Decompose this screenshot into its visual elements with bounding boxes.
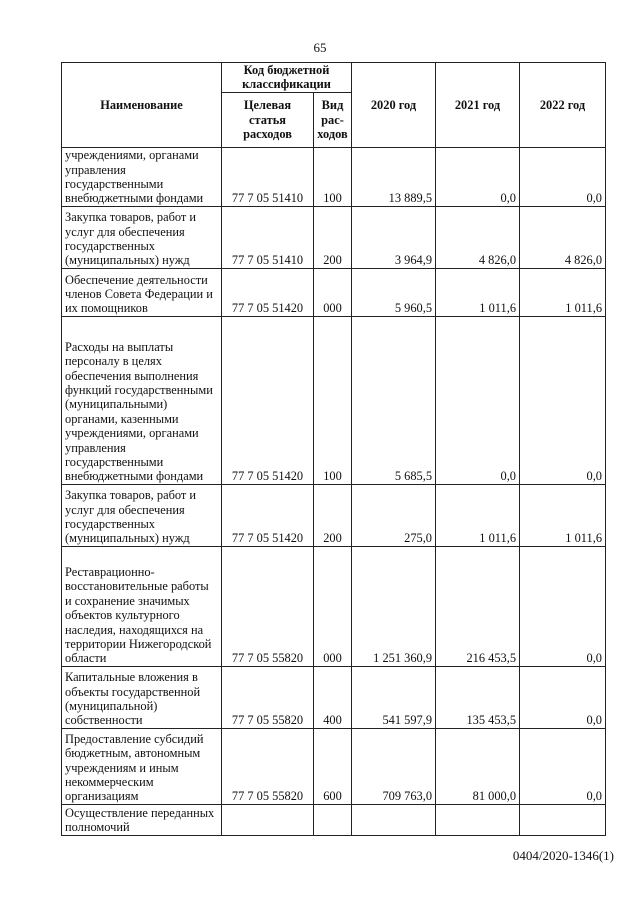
row-2021: 0,0 (436, 147, 520, 206)
table-row (62, 546, 606, 666)
row-type (314, 804, 352, 835)
row-type: 000 (314, 546, 352, 666)
row-name: Закупка товаров, работ и услуг для обеспечения государственных (муниципальных) нужд (62, 484, 222, 546)
header-target-article: Целевая статья расходов (222, 92, 314, 147)
row-2020: 1 251 360,9 (352, 546, 436, 666)
header-2022: 2022 год (520, 63, 606, 148)
row-code: 77 7 05 55820 (222, 666, 314, 728)
row-2022: 4 826,0 (520, 206, 606, 268)
row-2020: 541 597,9 (352, 666, 436, 728)
table-row (62, 147, 606, 206)
row-name: Осуществление переданных полномочий (62, 804, 222, 835)
row-2021: 1 011,6 (436, 268, 520, 316)
row-2022: 1 011,6 (520, 268, 606, 316)
row-type: 000 (314, 268, 352, 316)
row-name: Реставрационно-восстановительные работы и сохранение значимых объектов культурного наследия, находящихся на территории Нижегородской области (62, 546, 222, 666)
row-2022: 0,0 (520, 147, 606, 206)
row-name: Предоставление субсидий бюджетным, автономным учреждениям и иным некоммерческим организациям (62, 728, 222, 804)
table-row (62, 206, 606, 268)
row-type: 600 (314, 728, 352, 804)
table-row (62, 484, 606, 546)
row-2020 (352, 804, 436, 835)
row-code: 77 7 05 55820 (222, 728, 314, 804)
row-2022: 0,0 (520, 728, 606, 804)
row-2020: 3 964,9 (352, 206, 436, 268)
row-2020: 275,0 (352, 484, 436, 546)
row-2021: 1 011,6 (436, 484, 520, 546)
page-number: 65 (313, 40, 327, 55)
row-2022: 0,0 (520, 316, 606, 484)
table-row (62, 666, 606, 728)
row-2020: 13 889,5 (352, 147, 436, 206)
row-name: Закупка товаров, работ и услуг для обеспечения государственных (муниципальных) нужд (62, 206, 222, 268)
row-2022: 0,0 (520, 546, 606, 666)
row-type: 200 (314, 484, 352, 546)
row-name: Капитальные вложения в объекты государственной (муниципальной) собственности (62, 666, 222, 728)
row-type: 100 (314, 316, 352, 484)
row-code: 77 7 05 55820 (222, 546, 314, 666)
row-type: 400 (314, 666, 352, 728)
row-type: 200 (314, 206, 352, 268)
row-name: учреждениями, органами управления государственными внебюджетными фондами (62, 147, 222, 206)
row-name: Обеспечение деятельности членов Совета Федерации и их помощников (62, 268, 222, 316)
row-2021: 135 453,5 (436, 666, 520, 728)
budget-table (61, 62, 606, 836)
table-row (62, 268, 606, 316)
header-expense-type: Вид рас-ходов (314, 92, 352, 147)
header-name: Наименование (62, 63, 222, 148)
row-2021: 81 000,0 (436, 728, 520, 804)
row-2021: 0,0 (436, 316, 520, 484)
row-code: 77 7 05 51420 (222, 316, 314, 484)
row-name: Расходы на выплаты персоналу в целях обеспечения выполнения функций государственными (муниципальными) органами, казенными учреждениями, органами управления государственными внебюджетными фондами (62, 316, 222, 484)
row-2021 (436, 804, 520, 835)
row-2022: 1 011,6 (520, 484, 606, 546)
row-code: 77 7 05 51420 (222, 484, 314, 546)
header-2020: 2020 год (352, 63, 436, 148)
table-row (62, 728, 606, 804)
row-2021: 4 826,0 (436, 206, 520, 268)
row-2020: 5 685,5 (352, 316, 436, 484)
row-2022 (520, 804, 606, 835)
row-2020: 709 763,0 (352, 728, 436, 804)
row-type: 100 (314, 147, 352, 206)
header-classification: Код бюджетной классификации (222, 63, 352, 93)
row-2022: 0,0 (520, 666, 606, 728)
row-2020: 5 960,5 (352, 268, 436, 316)
table-row (62, 316, 606, 484)
row-code: 77 7 05 51420 (222, 268, 314, 316)
table-header (62, 63, 606, 148)
table-row (62, 804, 606, 835)
row-code (222, 804, 314, 835)
header-2021: 2021 год (436, 63, 520, 148)
row-code: 77 7 05 51410 (222, 206, 314, 268)
row-code: 77 7 05 51410 (222, 147, 314, 206)
row-2021: 216 453,5 (436, 546, 520, 666)
document-code: 0404/2020-1346(1) (512, 848, 614, 863)
